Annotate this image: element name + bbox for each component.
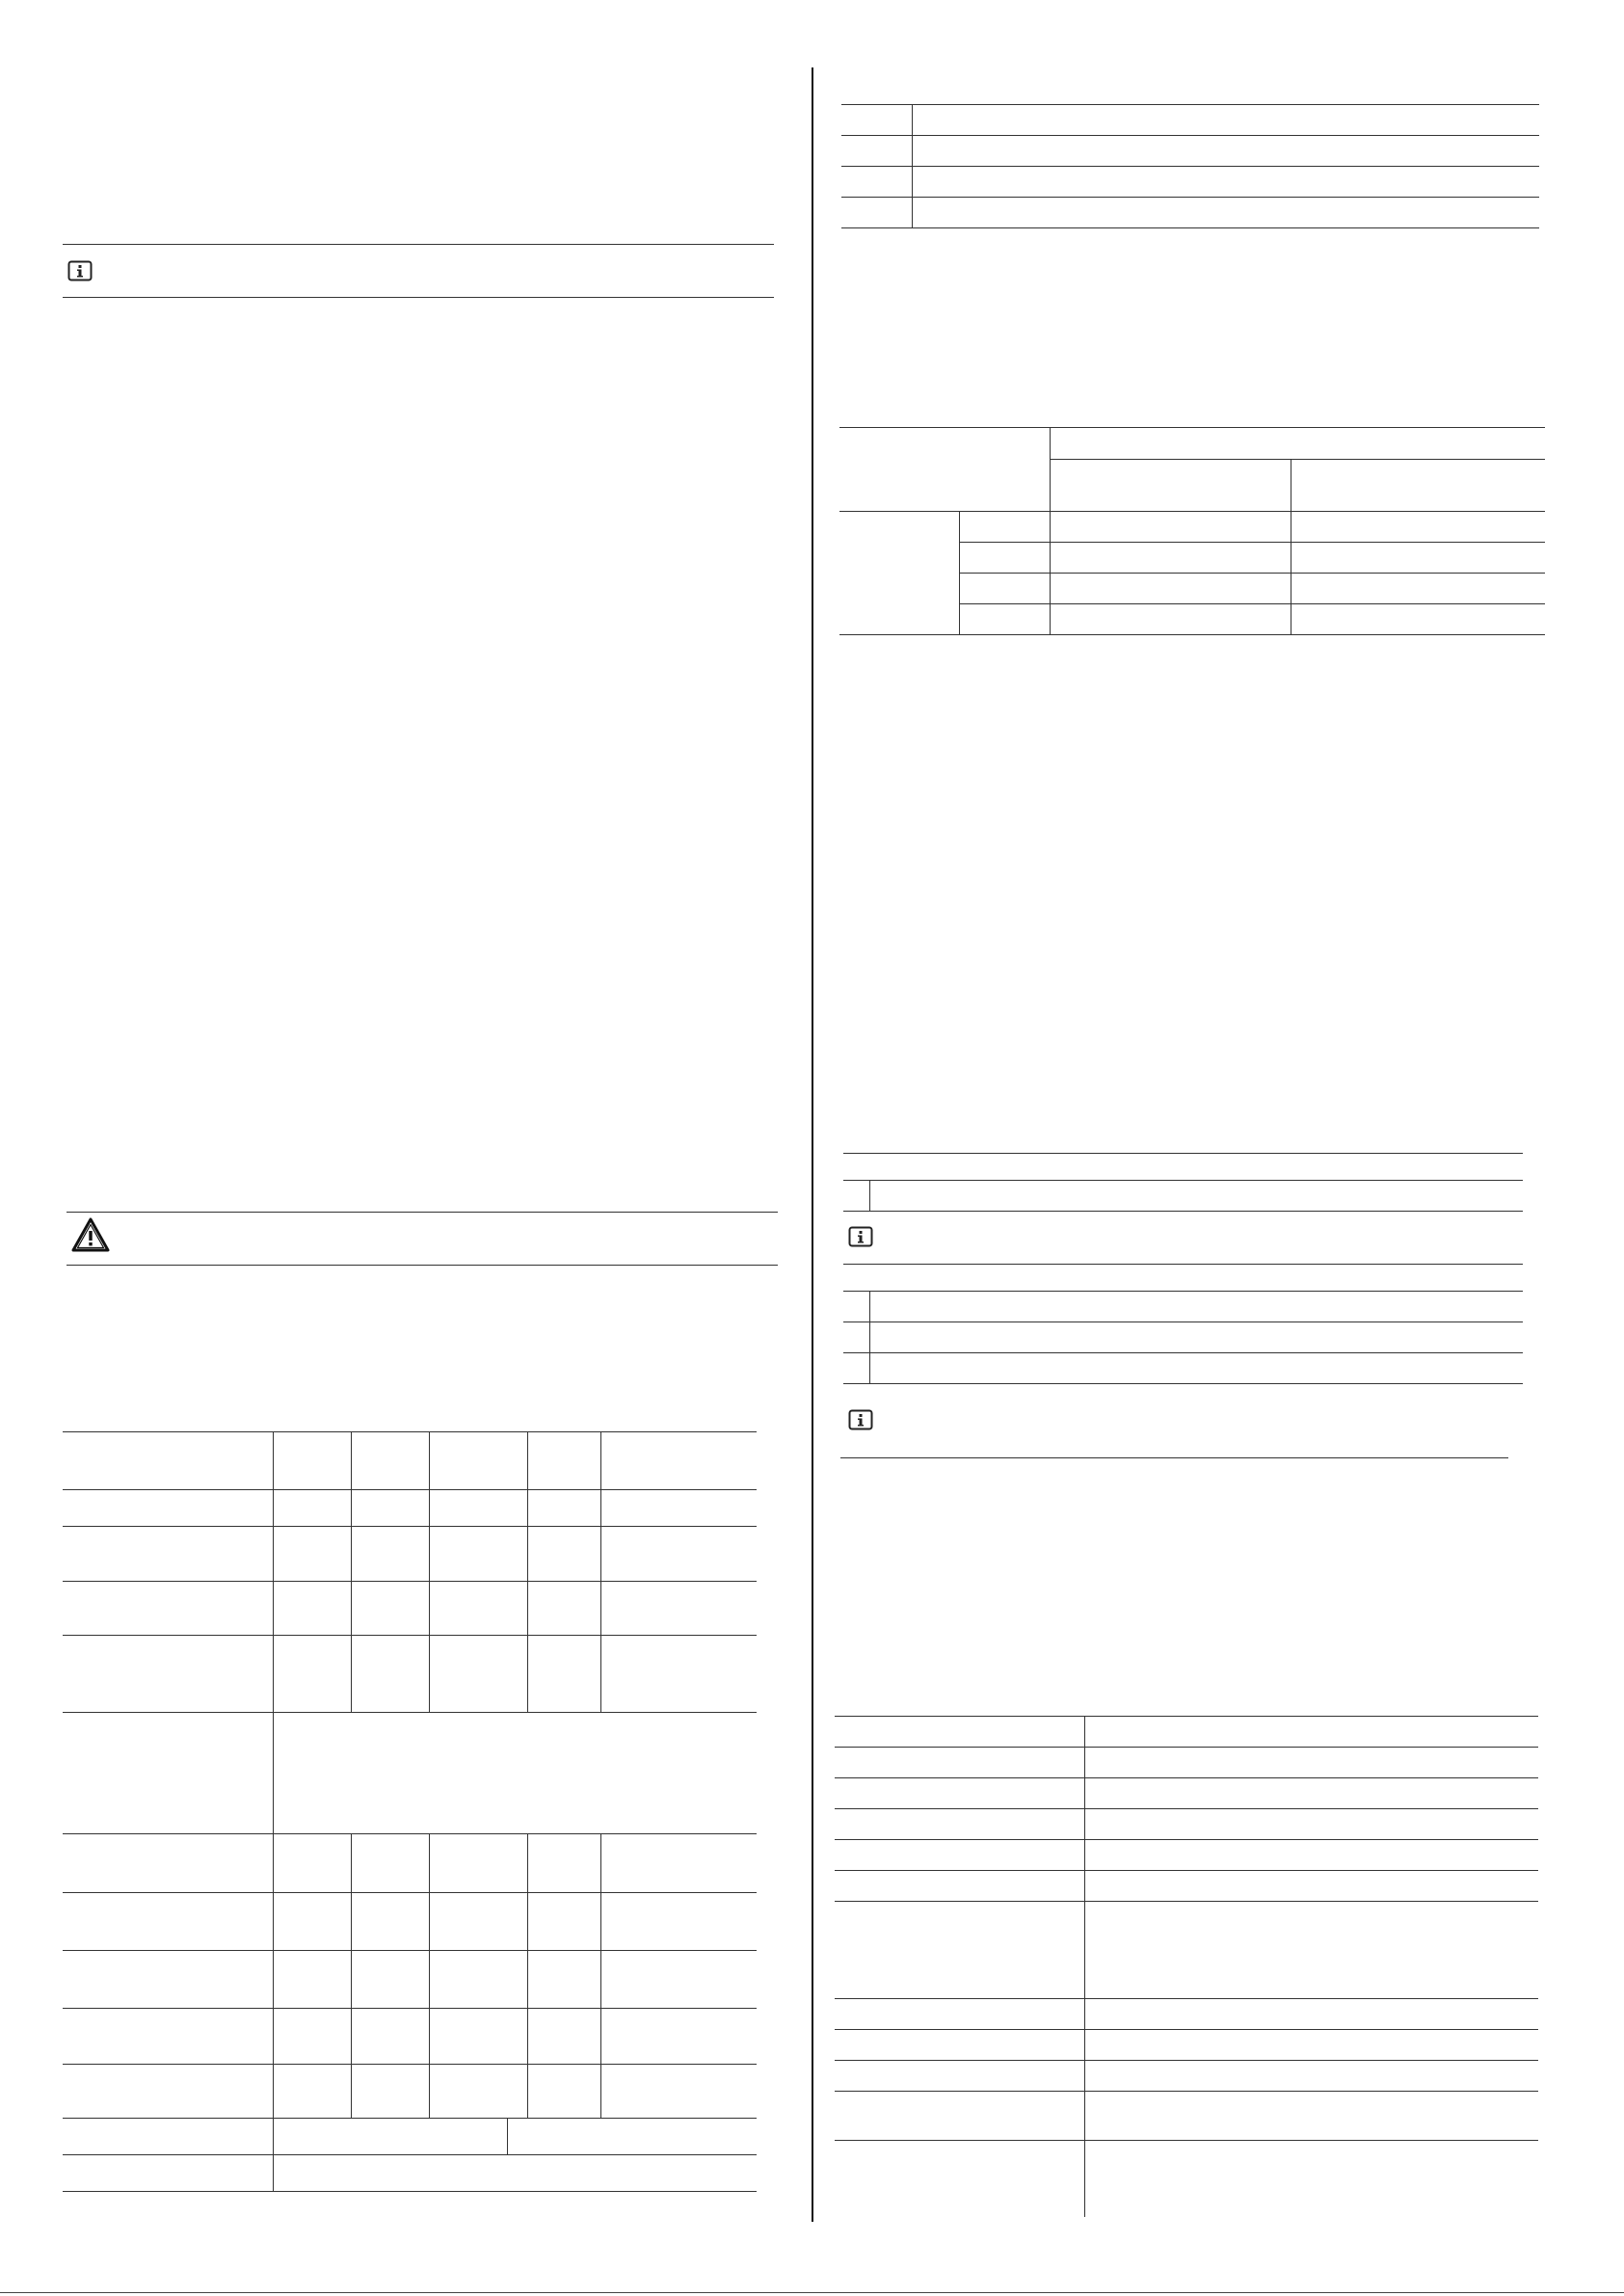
info-icon	[848, 1226, 873, 1247]
table-col-rule	[351, 1833, 352, 2118]
note-bottom-rule	[63, 297, 774, 298]
table-rule	[63, 2008, 757, 2009]
table-rule	[843, 1180, 1523, 1181]
table-col-rule	[912, 104, 913, 227]
table-rule	[835, 2140, 1538, 2141]
table-rule	[63, 1581, 757, 1582]
table-rule	[835, 2060, 1538, 2061]
warning-triangle-icon	[70, 1216, 111, 1253]
table-rule	[835, 1716, 1538, 1717]
table-rule	[835, 1777, 1538, 1778]
info-icon	[848, 1409, 873, 1430]
table-col-rule	[527, 1431, 528, 1712]
table-rule	[959, 603, 1545, 604]
table-col-rule	[1084, 1716, 1085, 2217]
table-col-rule	[429, 1833, 430, 2118]
table-rule	[841, 135, 1539, 136]
table-rule	[63, 1489, 757, 1490]
table-rule	[63, 1712, 757, 1713]
table-rule	[835, 1747, 1538, 1748]
table-col-rule	[869, 1180, 870, 1211]
table-rule	[835, 1901, 1538, 1902]
table-rule	[835, 1870, 1538, 1871]
table-rule	[839, 634, 1545, 635]
table-rule	[843, 1383, 1523, 1384]
table-col-rule	[1050, 427, 1051, 634]
table-rule	[63, 1526, 757, 1527]
warning-top-rule	[67, 1212, 778, 1213]
table-rule	[841, 166, 1539, 167]
table-rule	[63, 1950, 757, 1951]
table-rule	[63, 1635, 757, 1636]
table-col-rule	[507, 2118, 508, 2154]
table-rule	[63, 2118, 757, 2119]
table-col-rule	[527, 1833, 528, 2118]
table-col-rule	[869, 1291, 870, 1383]
table-rule	[841, 197, 1539, 198]
table-rule	[835, 1808, 1538, 1809]
table-rule	[843, 1153, 1523, 1154]
table-rule	[63, 2191, 757, 2192]
table-rule	[839, 511, 1545, 512]
table-col-rule	[959, 511, 960, 634]
table-rule	[841, 104, 1539, 105]
table-rule	[63, 1833, 757, 1834]
table-rule	[63, 2154, 757, 2155]
table-rule	[840, 1457, 1508, 1458]
table-rule	[835, 1839, 1538, 1840]
table-col-rule	[273, 1431, 274, 2191]
table-rule	[835, 2029, 1538, 2030]
warning-bottom-rule	[67, 1265, 778, 1266]
table-rule	[959, 573, 1545, 574]
table-col-rule	[600, 1833, 601, 2118]
table-rule	[959, 542, 1545, 543]
table-rule	[835, 1998, 1538, 1999]
table-rule	[63, 1431, 757, 1432]
info-icon	[67, 260, 93, 281]
table-rule	[843, 1291, 1523, 1292]
table-rule	[843, 1352, 1523, 1353]
table-rule	[63, 1892, 757, 1893]
table-rule	[1051, 459, 1545, 460]
table-col-rule	[600, 1431, 601, 1712]
table-col-rule	[351, 1431, 352, 1712]
note-top-rule	[63, 244, 774, 245]
table-rule	[843, 1211, 1523, 1212]
table-rule	[63, 2064, 757, 2065]
column-divider	[812, 67, 813, 2222]
table-rule	[841, 227, 1539, 228]
table-rule	[843, 1264, 1523, 1265]
footer-rule	[0, 2292, 1624, 2293]
table-col-rule	[429, 1431, 430, 1712]
table-rule	[835, 2091, 1538, 2092]
table-rule	[839, 427, 1545, 428]
